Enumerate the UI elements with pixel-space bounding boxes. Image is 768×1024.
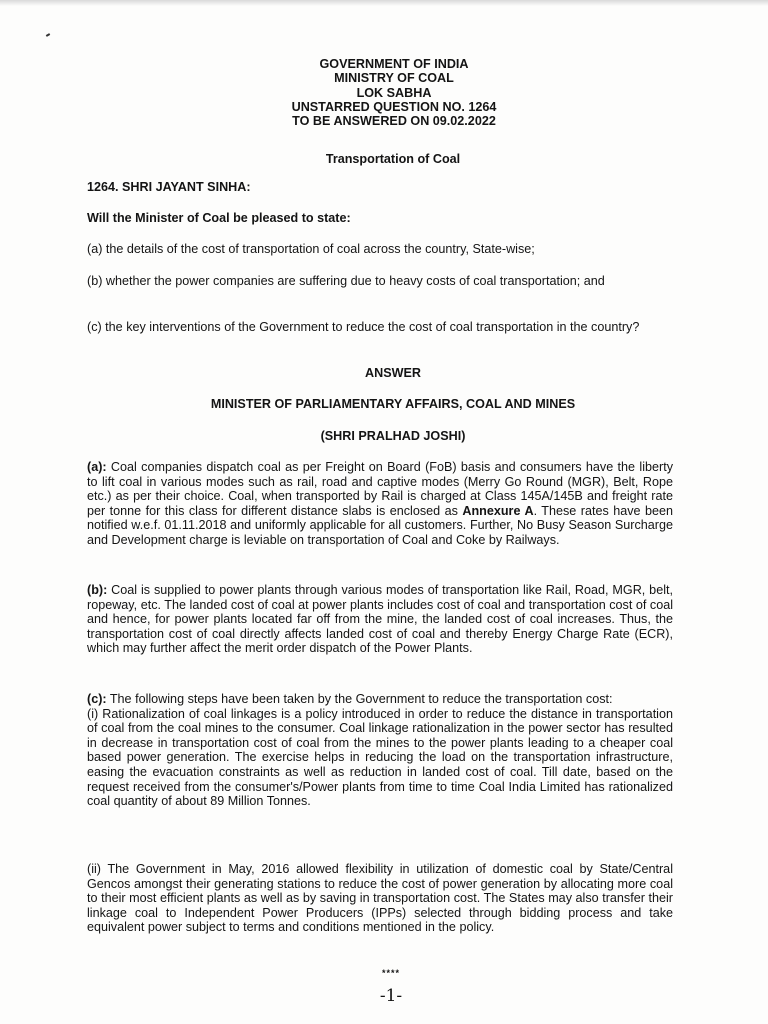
answer-c-label: (c): — [87, 692, 107, 706]
minister-title: MINISTER OF PARLIAMENTARY AFFAIRS, COAL AND MINES — [210, 397, 576, 411]
header-answer-date: TO BE ANSWERED ON 09.02.2022 — [292, 114, 496, 129]
question-part-c: (c) the key interventions of the Government to reduce the cost of coal transportation in the country? — [87, 320, 640, 334]
header-ministry: MINISTRY OF COAL — [334, 71, 454, 86]
answer-part-b — [87, 583, 673, 656]
question-prompt: Will the Minister of Coal be pleased to state: — [87, 211, 351, 225]
question-member: 1264. SHRI JAYANT SINHA: — [87, 180, 251, 194]
answer-a-text-1: Coal companies dispatch coal as per Freight on Board (FoB) basis and consumers have the liberty to lift coal in various modes such as rail, road and captive modes (Merry Go Round (MGR), Belt, Rope etc.) as per their choice. Coal, when transported by Rail is charged at Class 145A/145B and freight rate per tonne for this class for different distance slabs is enclosed as — [87, 460, 673, 518]
header-question-number: UNSTARRED QUESTION NO. 1264 — [291, 99, 497, 114]
answer-a-label: (a): — [87, 460, 107, 474]
answer-c-intro: The following steps have been taken by the Government to reduce the transportation cost: — [106, 692, 613, 706]
end-of-page-stars: **** — [381, 968, 400, 978]
answer-part-c — [87, 692, 673, 809]
document-header — [0, 57, 768, 128]
answer-b-text: Coal is supplied to power plants through various modes of transportation like Rail, Road, MGR, belt, ropeway, etc. The landed cost of coal at power plants includes cost of coal and transportation cost of coal and hence, for power plants located far off from the mine, the landed cost of coal increases. Thus, the transportation cost of coal directly affects landed cost of coal and thereby Energy Charge Rate (ECR), which may further affect the merit order dispatch of the Power Plants. — [87, 583, 673, 656]
question-part-a: (a) the details of the cost of transportation of coal across the country, State-wise; — [87, 242, 535, 256]
answer-b-label: (b): — [87, 583, 108, 597]
page-number: -1- — [379, 986, 403, 1006]
annexure-reference: Annexure A — [462, 503, 534, 518]
answer-c-step-i: (i) Rationalization of coal linkages is a policy introduced in order to reduce the distance in transportation of coal from the coal mines to the consumer. Coal linkage rationalization in the power sector has resulted in decrease in transportation cost of coal from the mines to the power plants leading to a cheaper coal based power generation. The exercise helps in reducing the load on the transportation infrastructure, easing the evacuation constraints as well as reduction in landed cost of coal. Till date, based on the request received from the consumer's/Power plants from time to time Coal India Limited has rationalized coal quantity of about 89 Million Tonnes. — [87, 706, 673, 809]
scan-speck — [46, 33, 50, 37]
answer-c-step-ii: (ii) The Government in May, 2016 allowed flexibility in utilization of domestic coal by State/Central Gencos amongst their generating stations to reduce the cost of power generation by allocating more coal to their most efficient plants as well as by saving in transportation cost. The States may also transfer their linkage coal to Independent Power Producers (IPPs) selected through bidding process and take equivalent power subject to terms and conditions mentioned in the policy. — [87, 862, 673, 935]
question-subject: Transportation of Coal — [325, 152, 461, 166]
answer-a-text-2: . These rates have been notified w.e.f. 01.11.2018 and uniformly applicable for all customers. Further, No Busy Season Surcharge and Development charge is leviable on transportation of Coal and Coke by Railways. — [87, 503, 674, 547]
scan-edge-shadow — [0, 0, 768, 6]
question-part-b: (b) whether the power companies are suffering due to heavy costs of coal transportation; and — [87, 274, 605, 288]
minister-name: (SHRI PRALHAD JOSHI) — [320, 429, 466, 443]
header-government: GOVERNMENT OF INDIA — [319, 57, 469, 71]
answer-part-a — [87, 460, 673, 548]
answer-heading: ANSWER — [365, 366, 421, 380]
header-house: LOK SABHA — [356, 85, 432, 100]
